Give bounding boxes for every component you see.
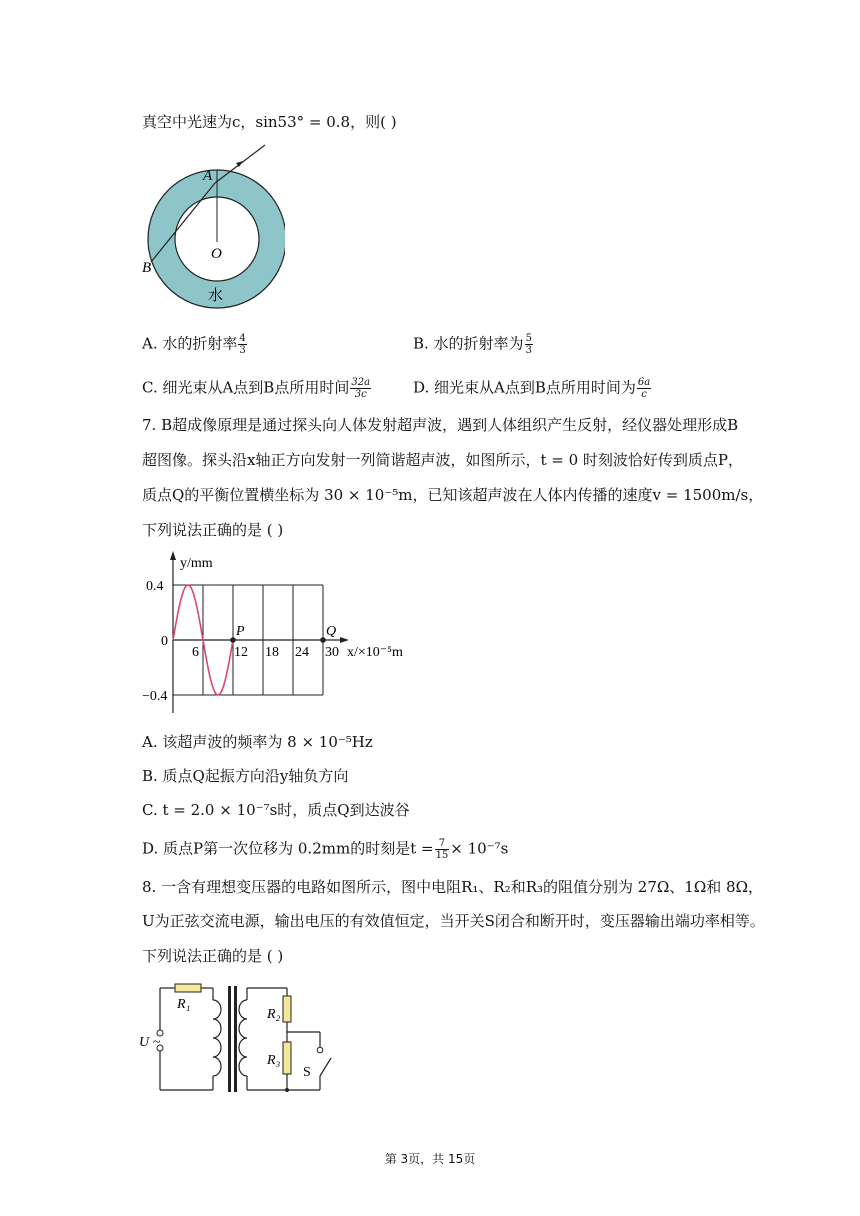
q6-option-c[interactable]: C. 细光束从A点到B点所用时间 $\frac{32a}{3c}$ (142, 377, 371, 400)
label-r2: R₂ (267, 1007, 281, 1022)
q6-stem: 真空中光速为c，sin53° = 0.8，则( ) (142, 113, 397, 131)
ring-figure (135, 140, 285, 310)
switch-blade (320, 1058, 331, 1076)
q6-option-a[interactable]: A. 水的折射率 $\frac{4}{3}$ (142, 333, 246, 356)
resistor-r1 (175, 984, 201, 992)
y-axis-arrow-icon (170, 551, 176, 560)
q8-line-1: 8. 一含有理想变压器的电路如图所示，图中电阻R₁、R₂和R₃的阻值分别为 27Ω、1Ω和 8Ω， (142, 878, 764, 896)
q6-option-b[interactable]: B. 水的折射率为 $\frac{5}{3}$ (413, 333, 532, 356)
q7-option-c[interactable]: C. t = 2.0 × 10⁻⁷s时，质点Q到达波谷 (142, 801, 410, 819)
y-tick-0.4: 0.4 (146, 579, 164, 594)
x-tick-30: 30 (325, 645, 339, 660)
q7-option-a[interactable]: A. 该超声波的频率为 8 × 10⁻⁵Hz (142, 733, 373, 751)
q7-line-3: 质点Q的平衡位置横坐标为 30 × 10⁻⁵m，已知该超声波在人体内传播的速度v = 1500m/s， (142, 486, 764, 504)
label-a: A (203, 168, 213, 184)
label-p: P (236, 624, 245, 639)
iron-core-right (234, 986, 237, 1092)
node-dot (285, 1088, 289, 1092)
y-axis-label: y/mm (180, 556, 213, 571)
secondary-coil (239, 1000, 247, 1076)
x-tick-18: 18 (265, 645, 279, 660)
transformer-circuit (135, 978, 345, 1098)
primary-coil (213, 1000, 221, 1076)
point-q (320, 637, 326, 643)
x-axis-arrow-icon (340, 637, 349, 643)
x-tick-6: 6 (192, 645, 199, 660)
q7-option-d[interactable]: D. 质点P第一次位移为 0.2mm的时刻是t = $\frac{7}{15}$ × 10⁻⁷s (142, 838, 509, 861)
q6-option-d[interactable]: D. 细光束从A点到B点所用时间为 $\frac{6a}{c}$ (413, 377, 651, 400)
q8-line-2: U为正弦交流电源，输出电压的有效值恒定，当开关S闭合和断开时，变压器输出端功率相等。 (142, 912, 765, 930)
iron-core-left (228, 986, 231, 1092)
x-axis-label: x/×10⁻⁵m (347, 645, 403, 660)
resistor-r3 (283, 1042, 291, 1074)
label-b: B (142, 260, 152, 276)
label-s: S (303, 1065, 311, 1080)
label-r1: R₁ (177, 997, 191, 1012)
q8-line-3: 下列说法正确的是 ( ) (142, 947, 284, 965)
point-p (230, 637, 236, 643)
y-tick-0: 0 (161, 634, 168, 649)
resistor-r2 (283, 996, 291, 1022)
y-tick-minus-0.4: −0.4 (142, 689, 168, 704)
page-footer: 第 3页，共 15页 (384, 1152, 476, 1166)
q7-option-b[interactable]: B. 质点Q起振方向沿y轴负方向 (142, 767, 349, 785)
q7-line-4: 下列说法正确的是 ( ) (142, 521, 284, 539)
q7-line-2: 超图像。探头沿x轴正方向发射一列简谐超声波，如图所示，t = 0 时刻波恰好传到质点P， (142, 451, 743, 469)
label-water: 水 (208, 288, 224, 304)
label-o: O (211, 246, 222, 262)
x-tick-12: 12 (234, 645, 248, 660)
switch-pivot (317, 1047, 323, 1053)
wave-graph (140, 548, 430, 718)
label-u: U ~ (139, 1035, 161, 1050)
label-q: Q (326, 624, 337, 639)
q7-line-1: 7. B超成像原理是通过探头向人体发射超声波，遇到人体组织产生反射，经仪器处理形成B (142, 416, 739, 434)
label-r3: R₃ (267, 1053, 281, 1068)
x-tick-24: 24 (295, 645, 309, 660)
